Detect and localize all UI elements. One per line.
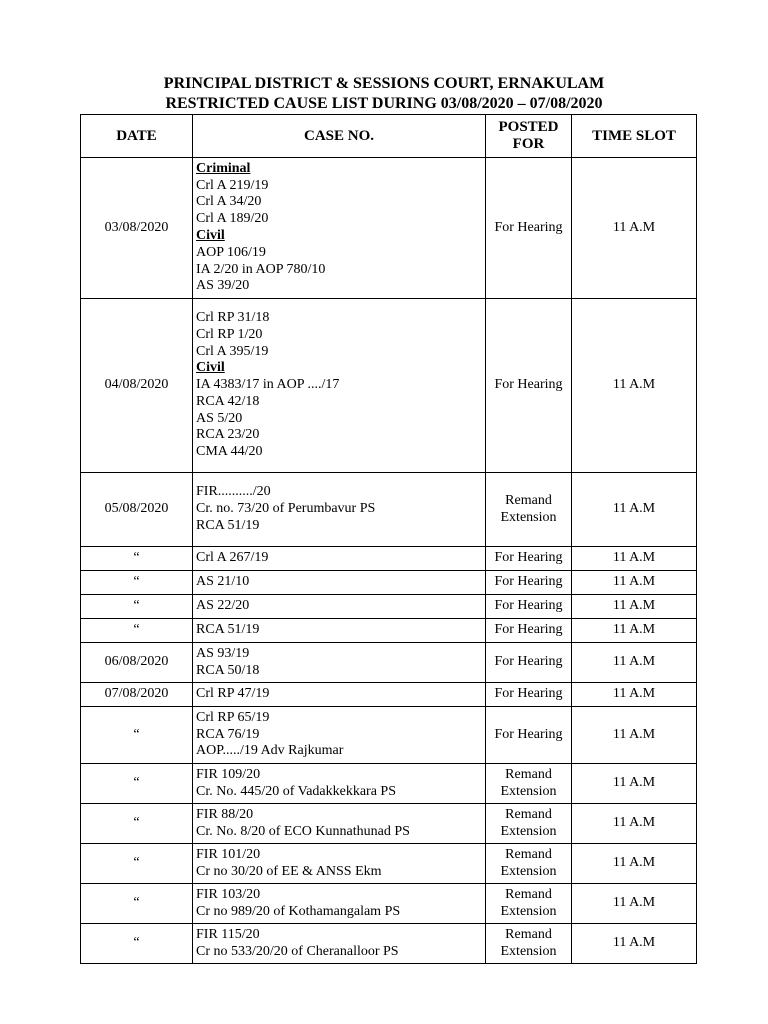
case-number: Cr. No. 8/20 of ECO Kunnathunad PS <box>196 823 410 839</box>
time-slot-cell: 11 A.M <box>572 158 697 299</box>
case-number: Crl RP 47/19 <box>196 686 270 702</box>
case-number: RCA 50/18 <box>196 662 260 678</box>
case-no-cell <box>193 299 486 473</box>
case-number: Crl A 34/20 <box>196 194 262 210</box>
date-cell: 07/08/2020 <box>81 683 193 707</box>
column-header-posted-for: POSTED FOR <box>486 115 572 158</box>
table-row <box>81 547 697 571</box>
case-number: AS 39/20 <box>196 278 250 294</box>
case-number: Crl RP 1/20 <box>196 326 263 342</box>
posted-for-cell <box>486 683 572 707</box>
posted-for-text: Remand <box>505 492 552 508</box>
time-slot-cell: 11 A.M <box>572 884 697 924</box>
time-slot-cell: 11 A.M <box>572 683 697 707</box>
date-cell: “ <box>81 619 193 643</box>
table-header-row <box>81 115 697 158</box>
case-number: Cr. no. 73/20 of Perumbavur PS <box>196 501 376 517</box>
time-slot-cell: 11 A.M <box>572 595 697 619</box>
posted-for-cell <box>486 844 572 884</box>
case-number: AS 5/20 <box>196 410 243 426</box>
date-cell: “ <box>81 844 193 884</box>
case-number: FIR 115/20 <box>196 926 260 942</box>
posted-for-cell <box>486 595 572 619</box>
posted-for-text: Remand <box>505 766 552 782</box>
posted-for-cell <box>486 884 572 924</box>
date-cell: 04/08/2020 <box>81 299 193 473</box>
case-number: FIR 109/20 <box>196 766 261 782</box>
posted-for-cell <box>486 924 572 964</box>
case-number: Crl RP 31/18 <box>196 309 270 325</box>
posted-for-cell <box>486 619 572 643</box>
table-row <box>81 804 697 844</box>
posted-for-text: For Hearing <box>494 219 563 235</box>
date-cell: “ <box>81 804 193 844</box>
posted-for-text: For Hearing <box>494 574 563 590</box>
date-cell: “ <box>81 595 193 619</box>
column-header-date: DATE <box>81 115 193 158</box>
posted-for-text: Extension <box>500 903 557 919</box>
posted-for-cell <box>486 547 572 571</box>
table-row <box>81 473 697 547</box>
table-row <box>81 707 697 764</box>
case-number: RCA 51/19 <box>196 622 260 638</box>
posted-for-cell <box>486 804 572 844</box>
posted-for-text: Extension <box>500 823 557 839</box>
case-no-cell <box>193 804 486 844</box>
case-no-cell <box>193 571 486 595</box>
posted-for-text: Extension <box>500 509 557 525</box>
date-cell: 05/08/2020 <box>81 473 193 547</box>
case-number: Cr no 989/20 of Kothamangalam PS <box>196 903 401 919</box>
table-row <box>81 884 697 924</box>
posted-for-cell <box>486 643 572 683</box>
table-row <box>81 158 697 299</box>
case-no-cell <box>193 473 486 547</box>
table-row <box>81 299 697 473</box>
case-no-cell <box>193 707 486 764</box>
case-number: RCA 76/19 <box>196 726 260 742</box>
time-slot-cell: 11 A.M <box>572 844 697 884</box>
case-number: AOP 106/19 <box>196 244 266 260</box>
case-number: IA 4383/17 in AOP ..../17 <box>196 377 340 393</box>
case-section-heading: Criminal <box>196 160 251 176</box>
time-slot-cell: 11 A.M <box>572 764 697 804</box>
posted-for-cell <box>486 707 572 764</box>
posted-for-cell <box>486 158 572 299</box>
case-number: AS 93/19 <box>196 645 250 661</box>
case-no-cell <box>193 683 486 707</box>
posted-for-text: For Hearing <box>494 726 563 742</box>
table-row <box>81 924 697 964</box>
date-cell: 03/08/2020 <box>81 158 193 299</box>
date-cell: 06/08/2020 <box>81 643 193 683</box>
case-no-cell <box>193 158 486 299</box>
case-number: IA 2/20 in AOP 780/10 <box>196 261 326 277</box>
time-slot-cell: 11 A.M <box>572 707 697 764</box>
case-number: AOP...../19 Adv Rajkumar <box>196 743 344 759</box>
table-row <box>81 571 697 595</box>
table-row <box>81 844 697 884</box>
posted-for-cell <box>486 299 572 473</box>
posted-for-cell <box>486 571 572 595</box>
case-section-heading: Civil <box>196 228 225 243</box>
case-number: Cr. No. 445/20 of Vadakkekkara PS <box>196 783 396 799</box>
court-title: PRINCIPAL DISTRICT & SESSIONS COURT, ERNAKULAM <box>163 75 605 92</box>
posted-for-text: Extension <box>500 943 557 959</box>
posted-for-text: For Hearing <box>494 377 563 393</box>
case-number: FIR 103/20 <box>196 886 261 902</box>
case-no-cell <box>193 884 486 924</box>
case-number: FIR 101/20 <box>196 846 261 862</box>
table-row <box>81 764 697 804</box>
time-slot-cell: 11 A.M <box>572 299 697 473</box>
posted-for-text: Extension <box>500 863 557 879</box>
date-cell: “ <box>81 764 193 804</box>
time-slot-cell: 11 A.M <box>572 547 697 571</box>
cause-list-title: RESTRICTED CAUSE LIST DURING 03/08/2020 – 07/08/2020 <box>165 95 603 112</box>
case-number: Crl A 395/19 <box>196 343 269 359</box>
table-row <box>81 683 697 707</box>
case-no-cell <box>193 844 486 884</box>
case-number: AS 21/10 <box>196 574 250 590</box>
date-cell: “ <box>81 571 193 595</box>
table-row <box>81 619 697 643</box>
column-header-case-no: CASE NO. <box>193 115 486 158</box>
time-slot-cell: 11 A.M <box>572 619 697 643</box>
case-number: RCA 42/18 <box>196 393 260 409</box>
posted-for-text: For Hearing <box>494 686 563 702</box>
posted-for-text: Remand <box>505 846 552 862</box>
posted-for-text: For Hearing <box>494 622 563 638</box>
posted-for-text: For Hearing <box>494 654 563 670</box>
case-number: Cr no 533/20/20 of Cheranalloor PS <box>196 943 399 959</box>
case-no-cell <box>193 643 486 683</box>
case-number: Crl A 219/19 <box>196 177 269 193</box>
case-number: Crl A 267/19 <box>196 550 269 566</box>
case-number: RCA 23/20 <box>196 427 260 443</box>
date-cell: “ <box>81 924 193 964</box>
case-no-cell <box>193 619 486 643</box>
time-slot-cell: 11 A.M <box>572 804 697 844</box>
case-number: CMA 44/20 <box>196 444 263 460</box>
posted-for-text: Extension <box>500 783 557 799</box>
posted-for-text: For Hearing <box>494 598 563 614</box>
posted-for-cell <box>486 764 572 804</box>
case-number: Crl RP 65/19 <box>196 709 270 725</box>
date-cell: “ <box>81 547 193 571</box>
document-header <box>0 74 768 114</box>
time-slot-cell: 11 A.M <box>572 924 697 964</box>
date-cell: “ <box>81 707 193 764</box>
time-slot-cell: 11 A.M <box>572 643 697 683</box>
time-slot-cell: 11 A.M <box>572 571 697 595</box>
table-row <box>81 595 697 619</box>
column-header-time-slot: TIME SLOT <box>572 115 697 158</box>
case-no-cell <box>193 764 486 804</box>
case-number: AS 22/20 <box>196 598 250 614</box>
table-row <box>81 643 697 683</box>
date-cell: “ <box>81 884 193 924</box>
posted-for-text: Remand <box>505 926 552 942</box>
case-number: Cr no 30/20 of EE & ANSS Ekm <box>196 863 382 879</box>
case-number: Crl A 189/20 <box>196 211 269 227</box>
posted-for-cell <box>486 473 572 547</box>
posted-for-text: For Hearing <box>494 550 563 566</box>
case-section-heading: Civil <box>196 360 225 376</box>
time-slot-cell: 11 A.M <box>572 473 697 547</box>
posted-for-text: Remand <box>505 886 552 902</box>
case-number: FIR........../20 <box>196 484 271 500</box>
case-number: RCA 51/19 <box>196 517 260 533</box>
case-no-cell <box>193 924 486 964</box>
posted-for-text: Remand <box>505 806 552 822</box>
case-no-cell <box>193 547 486 571</box>
cause-list-table <box>80 114 697 964</box>
case-no-cell <box>193 595 486 619</box>
case-number: FIR 88/20 <box>196 806 254 822</box>
